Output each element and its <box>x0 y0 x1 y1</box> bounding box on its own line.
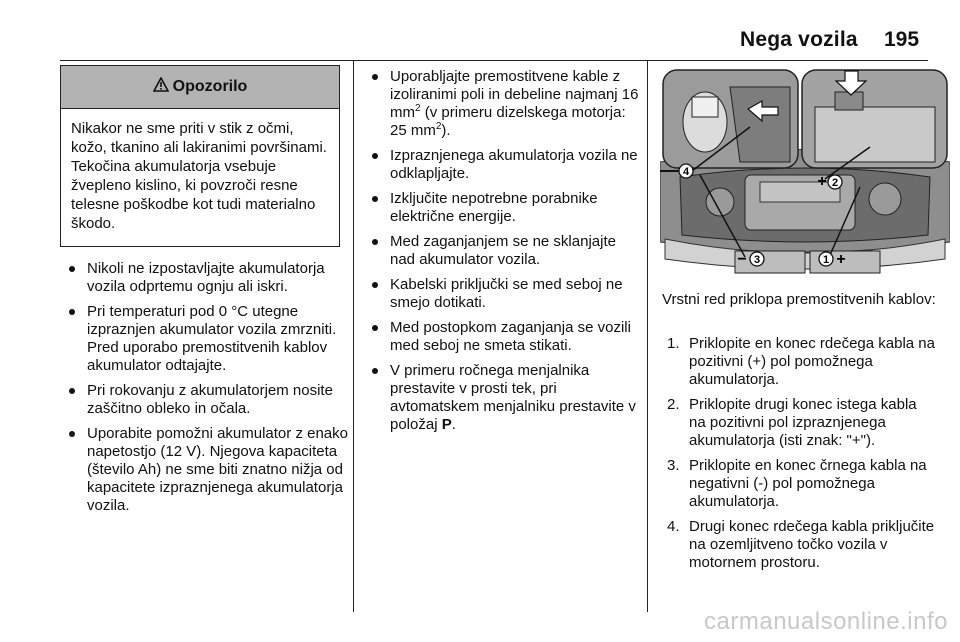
list-item: Pri rokovanju z akumulatorjem nosite zaščitno obleko in očala. <box>66 382 356 418</box>
superscript: 2 <box>415 103 421 114</box>
figure-label-4: 4 <box>682 166 690 178</box>
watermark: carmanualsonline.info <box>704 608 948 635</box>
warning-heading-text: Opozorilo <box>172 78 248 95</box>
page-title: Nega vozila <box>740 28 858 51</box>
list-item-cable-spec <box>369 68 639 140</box>
gear-text: V primeru ročnega menjalnika prestavite v prosti tek, pri avtomatskem menjalniku prestavite v položaj <box>390 362 636 433</box>
step-text: Priklopite en konec črnega kabla na negativni (-) pol pomožnega akumulatorja. <box>689 457 927 510</box>
list-item: Med zaganjanjem se ne sklanjajte nad akumulator vozila. <box>369 233 639 269</box>
list-item: Uporabite pomožni akumulator z enako napetostjo (12 V). Njegova kapaciteta (število Ah) ne sme biti znatno nižja od kapacitete izpraznjenega akumulatorja vozila. <box>66 425 356 515</box>
cable-spec-text-end: ). <box>441 122 451 139</box>
step-number: 4. <box>667 518 680 535</box>
list-item: Med postopkom zaganjanja se vozili med seboj ne smeta stikati. <box>369 319 639 355</box>
steps-list <box>665 335 935 579</box>
superscript: 2 <box>435 121 442 132</box>
cable-spec-text-diesel: (v primeru dizelskega motorja: 25 mm <box>390 104 626 139</box>
page-number: 195 <box>884 28 920 51</box>
bullet-list-column1 <box>66 260 356 522</box>
engine-bay-illustration <box>660 67 950 277</box>
warning-text: Nikakor ne sme priti v stik z očmi, kožo, tkanino ali lakiranimi površinami. Tekočina akumulatorja vsebuje žvepleno kislino, ki povzroči resne telesne poškodbe kot tudi materialno škodo. <box>71 120 327 232</box>
step-text: Priklopite en konec rdečega kabla na pozitivni (+) pol pomožnega akumulatorja. <box>689 335 935 388</box>
figure-plus-sign: + <box>817 173 827 190</box>
figure-label-2: 2 <box>831 177 839 189</box>
list-item: Nikoli ne izpostavljajte akumulatorja vozila odprtemu ognju ali iskri. <box>66 260 356 296</box>
list-item: Izključite nepotrebne porabnike električne energije. <box>369 190 639 226</box>
figure-label-3: 3 <box>753 254 761 266</box>
list-item <box>665 518 935 572</box>
warning-heading <box>61 66 339 109</box>
bullet-list-column2 <box>369 68 639 441</box>
step-number: 1. <box>667 335 680 352</box>
steps-intro: Vrstni red priklopa premostitvenih kablov: <box>662 291 936 308</box>
warning-triangle-icon <box>153 77 169 97</box>
step-number: 2. <box>667 396 680 413</box>
step-number: 3. <box>667 457 680 474</box>
list-item <box>665 396 935 450</box>
figure-plus-sign: + <box>836 251 846 268</box>
cable-spec-text: Uporabljajte premostitvene kable z izoliranimi poli in debeline najmanj 16 mm <box>390 68 639 121</box>
step-text: Priklopite drugi konec istega kabla na pozitivni pol izpraznjenega akumulatorja (isti znak: "+"). <box>689 396 917 449</box>
list-item: Izpraznjenega akumulatorja vozila ne odklapljajte. <box>369 147 639 183</box>
list-item: Kabelski priključki se med seboj ne smejo dotikati. <box>369 276 639 312</box>
warning-box <box>60 65 340 247</box>
header-rule <box>60 60 928 61</box>
list-item-gear <box>369 362 639 434</box>
list-item: Pri temperaturi pod 0 °C utegne izpraznjen akumulator vozila zmrzniti. Pred uporabo premostitvenih kablov akumulator odtajajte. <box>66 303 356 375</box>
gear-text-end: . <box>451 416 456 433</box>
list-item <box>665 335 935 389</box>
list-item <box>665 457 935 511</box>
gear-position-p: P <box>441 416 452 433</box>
figure-label-1: 1 <box>822 254 830 266</box>
step-text: Drugi konec rdečega kabla priključite na ozemljitveno točko vozila v motornem prostoru. <box>689 518 935 571</box>
figure-minus-sign: − <box>737 251 747 268</box>
column-divider-right <box>647 61 648 612</box>
